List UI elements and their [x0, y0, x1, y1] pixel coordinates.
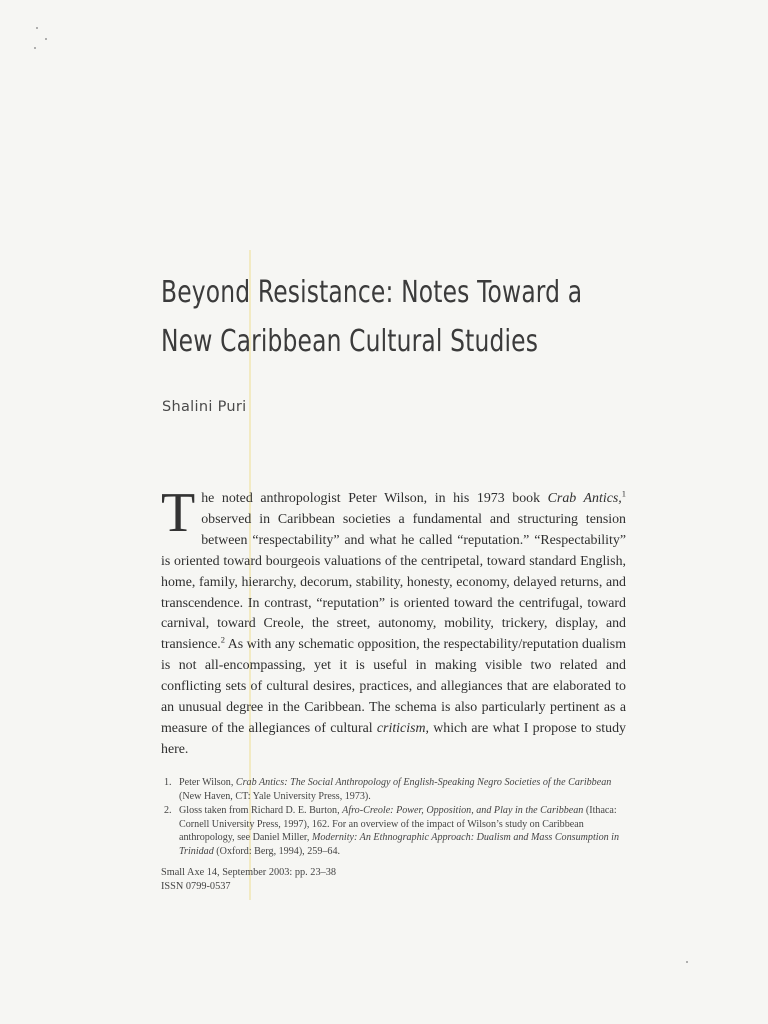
footnote-italic-title: Afro-Creole: Power, Opposition, and Play in the Caribbean	[342, 805, 584, 817]
imprint-issn: ISSN 0799-0537	[161, 881, 231, 892]
body-text-2: observed in Caribbean societies a fundamental and structuring tension between “respectability” and what he called “reputation.” “Respectability” is oriented toward bourgeois valuations of the centripetal, toward standard English, home, family, hierarchy, decorum, stability, honesty, economy, delayed returns, and transcendence. In contrast, “reputation” is oriented toward the centrifugal, toward carnival, toward Creole, the street, autonomy, mobility, trickery, display, and transience.	[161, 511, 626, 653]
journal-imprint	[161, 866, 336, 894]
scan-speck	[686, 961, 688, 963]
article-title	[161, 268, 582, 366]
footnote-italic-title: Crab Antics: The Social Anthropology of English-Speaking Negro Societies of the Caribbean	[235, 777, 612, 788]
title-line-1: Beyond Resistance: Notes Toward a	[161, 275, 583, 310]
scan-speck	[34, 47, 36, 49]
body-paragraph	[161, 482, 626, 761]
footnote-2	[161, 804, 631, 858]
footnote-number: 1.	[164, 777, 172, 788]
body-italic-crab-antics: Crab Antics,	[547, 491, 622, 506]
footnote-number: 2.	[164, 805, 172, 817]
body-italic-criticism: criticism,	[376, 720, 429, 736]
imprint-citation: Small Axe 14, September 2003: pp. 23–38	[161, 867, 337, 878]
footnote-text: Gloss taken from Richard D. E. Burton,	[179, 805, 343, 817]
scan-speck	[45, 38, 47, 40]
body-text-3: As with any schematic opposition, the respectability/reputation dualism is not all-encompassing, yet it is useful in making visible two related and conflicting sets of cultural desires, practices, and allegiances that are elaborated to an unusual degree in the Caribbean. The schema is also particularly pertinent as a measure of the allegiances of cultural	[161, 637, 626, 736]
footnotes	[161, 776, 631, 860]
title-line-2: New Caribbean Cultural Studies	[161, 324, 539, 359]
scan-speck	[36, 27, 38, 29]
footnote-1	[161, 776, 631, 803]
body-text-4: which are what I propose to study here.	[161, 720, 626, 757]
footnote-text: (Ithaca: Cornell University Press, 1997), 162. For an overview of the impact of Wilson’s study on Caribbean anthropology, see Daniel Miller,	[179, 805, 617, 844]
footnote-text: Peter Wilson,	[179, 777, 236, 788]
footnote-ref-1: 1	[621, 488, 626, 499]
footnote-text: (Oxford: Berg, 1994), 259–64.	[213, 845, 341, 857]
body-text-1: he noted anthropologist Peter Wilson, in his 1973 book	[201, 491, 548, 506]
author-name: Shalini Puri	[162, 399, 247, 415]
footnote-text: (New Haven, CT: Yale University Press, 1973).	[179, 790, 371, 802]
footnote-italic-title: Modernity: An Ethnographic Approach: Dualism and Mass Consumption in Trinidad	[179, 832, 620, 857]
footnote-ref-2: 2	[220, 634, 226, 645]
drop-cap: T	[161, 482, 196, 544]
